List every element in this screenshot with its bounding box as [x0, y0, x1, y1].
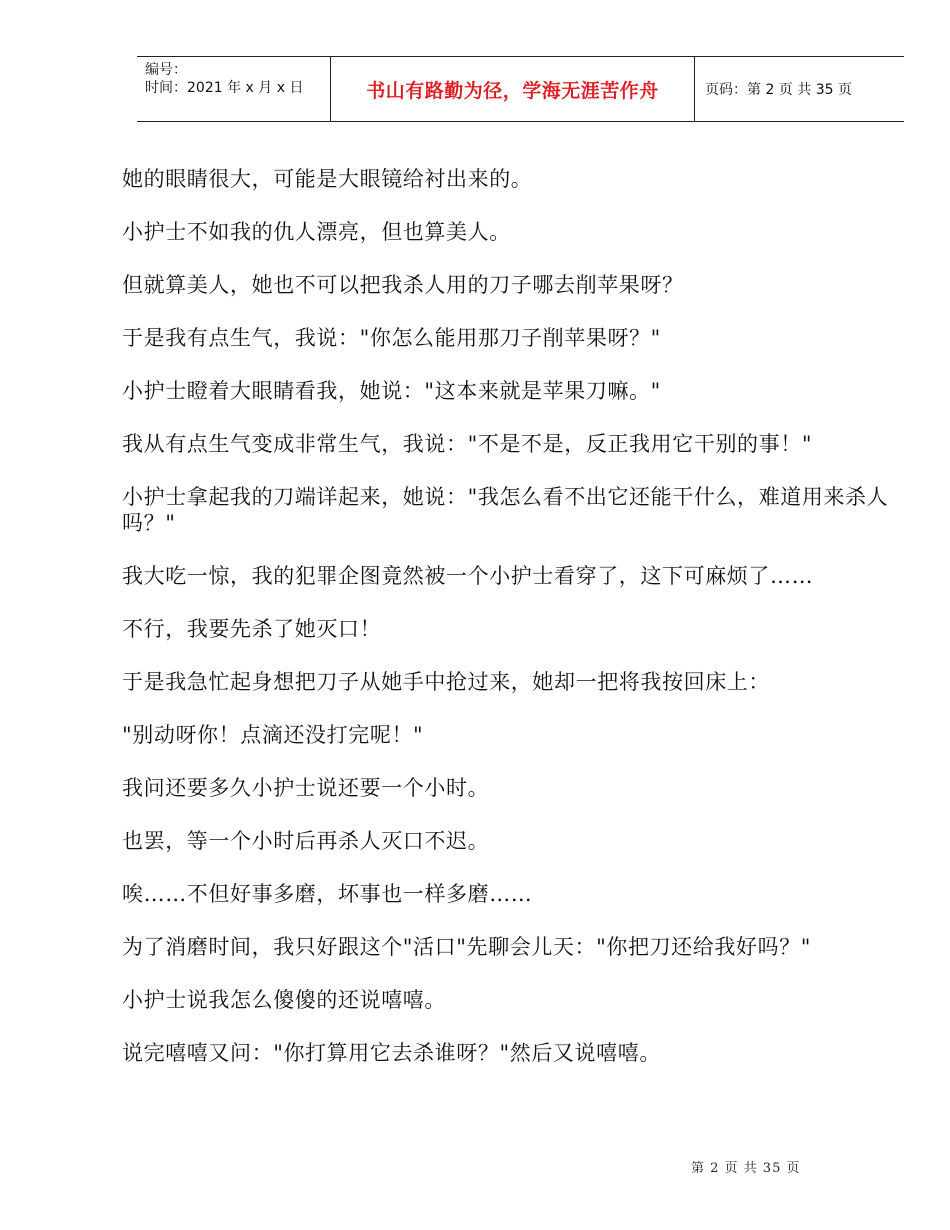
paragraph: 我从有点生气变成非常生气，我说："不是不是，反正我用它干别的事！" [122, 432, 813, 456]
page-header [137, 56, 904, 122]
paragraph: 小护士不如我的仇人漂亮，但也算美人。 [122, 220, 511, 244]
paragraph: 我问还要多久小护士说还要一个小时。 [122, 776, 490, 800]
header-page-info: 页码：第 2 页 共 35 页 [705, 82, 852, 98]
paragraph: 她的眼睛很大，可能是大眼镜给衬出来的。 [122, 167, 533, 191]
paragraph: 我大吃一惊，我的犯罪企图竟然被一个小护士看穿了，这下可麻烦了…… [122, 564, 814, 588]
paragraph: 小护士说我怎么傻傻的还说嘻嘻。 [122, 988, 446, 1012]
header-motto: 书山有路勤为径，学海无涯苦作舟 [331, 57, 695, 121]
paragraph: 唉……不但好事多磨，坏事也一样多磨…… [122, 882, 533, 906]
date-label: 时间：2021 年 x 月 x 日 [145, 80, 304, 96]
paragraph: 小护士拿起我的刀端详起来，她说："我怎么看不出它还能干什么，难道用来杀人吗？" [122, 485, 889, 535]
serial-label: 编号： [145, 62, 187, 78]
page-footer: 第 2 页 共 35 页 [691, 1161, 801, 1176]
paragraph: "别动呀你！点滴还没打完呢！" [122, 723, 424, 747]
paragraph: 不行，我要先杀了她灭口！ [122, 617, 382, 641]
paragraph: 于是我有点生气，我说："你怎么能用那刀子削苹果呀？" [122, 326, 661, 350]
paragraph: 于是我急忙起身想把刀子从她手中抢过来，她却一把将我按回床上： [122, 670, 770, 694]
header-meta-cell [137, 57, 331, 121]
paragraph: 小护士瞪着大眼睛看我，她说："这本来就是苹果刀嘛。" [122, 379, 661, 403]
paragraph: 也罢，等一个小时后再杀人灭口不迟。 [122, 829, 490, 853]
paragraph: 为了消磨时间，我只好跟这个"活口"先聊会儿天："你把刀还给我好吗？" [122, 935, 812, 959]
paragraph: 但就算美人，她也不可以把我杀人用的刀子哪去削苹果呀？ [122, 273, 684, 297]
document-body [122, 166, 912, 1093]
paragraph: 说完嘻嘻又问："你打算用它去杀谁呀？"然后又说嘻嘻。 [122, 1041, 661, 1065]
